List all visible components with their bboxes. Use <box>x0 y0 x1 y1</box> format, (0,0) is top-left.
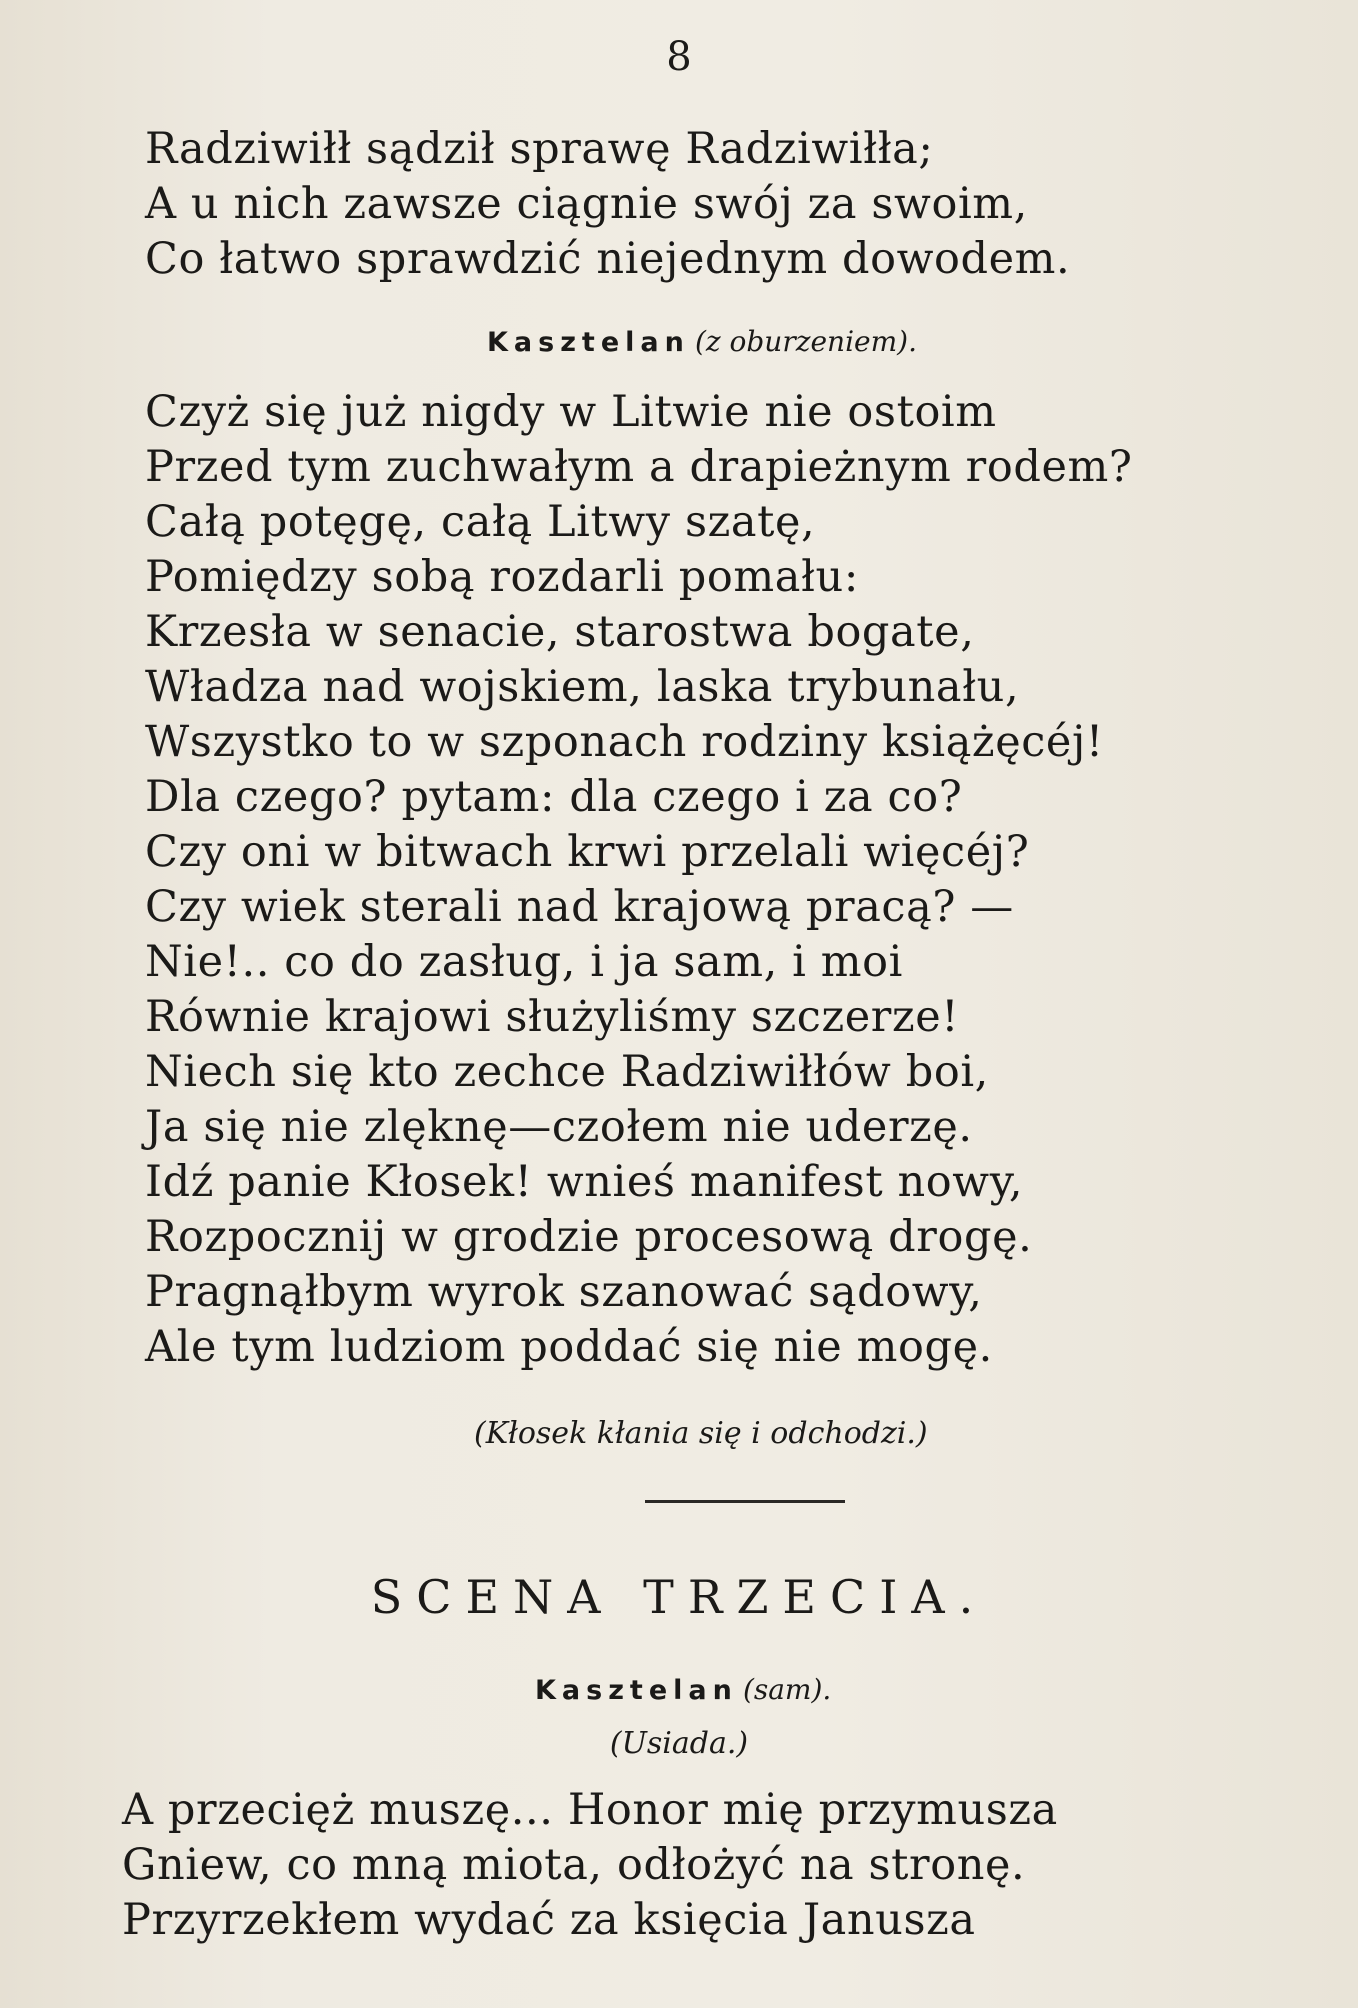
verse-line: A przecięż muszę... Honor mię przymusza <box>122 1785 1058 1835</box>
verse-line: Pomiędzy sobą rozdarli pomału: <box>145 552 859 602</box>
verse-line: Ja się nie zlęknę—czołem nie uderzę. <box>145 1102 973 1152</box>
verse-line: Niech się kto zechce Radziwiłłów boi, <box>145 1047 989 1097</box>
verse-line: Władza nad wojskiem, laska trybunału, <box>145 662 1020 712</box>
scene-title: SCENA TRZECIA. <box>370 1570 988 1624</box>
verse-line: Dla czego? pytam: dla czego i za co? <box>145 772 963 822</box>
speaker-direction: (z oburzeniem). <box>694 325 917 358</box>
speaker-heading <box>535 1673 831 1706</box>
verse-line: A u nich zawsze ciągnie swój za swoim, <box>145 179 1028 229</box>
verse-line: Przyrzekłem wydać za księcia Janusza <box>122 1895 976 1945</box>
speaker-direction: (sam). <box>742 1673 832 1706</box>
verse-line: Czy oni w bitwach krwi przelali więcéj? <box>145 827 1030 877</box>
speaker-name: Kasztelan <box>535 1675 738 1706</box>
page-number: 8 <box>666 34 692 80</box>
stage-direction: (Kłosek kłania się i odchodzi.) <box>474 1416 928 1451</box>
verse-line: Rozpocznij w grodzie procesową drogę. <box>145 1212 1033 1262</box>
verse-line: Gniew, co mną miota, odłożyć na stronę. <box>122 1840 1026 1890</box>
verse-block <box>145 385 1133 1375</box>
verse-line: Równie krajowi służyliśmy szczerze! <box>145 992 960 1042</box>
verse-line: Nie!.. co do zasług, i ja sam, i moi <box>145 937 903 987</box>
verse-line: Radziwiłł sądził sprawę Radziwiłła; <box>145 124 934 174</box>
verse-block <box>145 122 1070 287</box>
verse-line: Idź panie Kłosek! wnieś manifest nowy, <box>145 1157 1024 1207</box>
speaker-heading <box>487 325 917 358</box>
verse-line: Ale tym ludziom poddać się nie mogę. <box>145 1322 993 1372</box>
verse-line: Wszystko to w szponach rodziny książęcéj! <box>145 717 1104 767</box>
verse-line: Co łatwo sprawdzić niejednym dowodem. <box>145 234 1071 284</box>
verse-line: Całą potęgę, całą Litwy szatę, <box>145 497 816 547</box>
verse-line: Krzesła w senacie, starostwa bogate, <box>145 607 975 657</box>
verse-line: Czy wiek sterali nad krajową pracą? — <box>145 882 1014 932</box>
verse-line: Czyż się już nigdy w Litwie nie ostoim <box>145 387 997 437</box>
verse-line: Przed tym zuchwałym a drapieżnym rodem? <box>145 442 1133 492</box>
speaker-name: Kasztelan <box>487 327 690 358</box>
section-divider <box>645 1500 845 1503</box>
verse-block <box>122 1783 1058 1948</box>
stage-direction: (Usiada.) <box>609 1726 749 1761</box>
verse-line: Pragnąłbym wyrok szanować sądowy, <box>145 1267 983 1317</box>
